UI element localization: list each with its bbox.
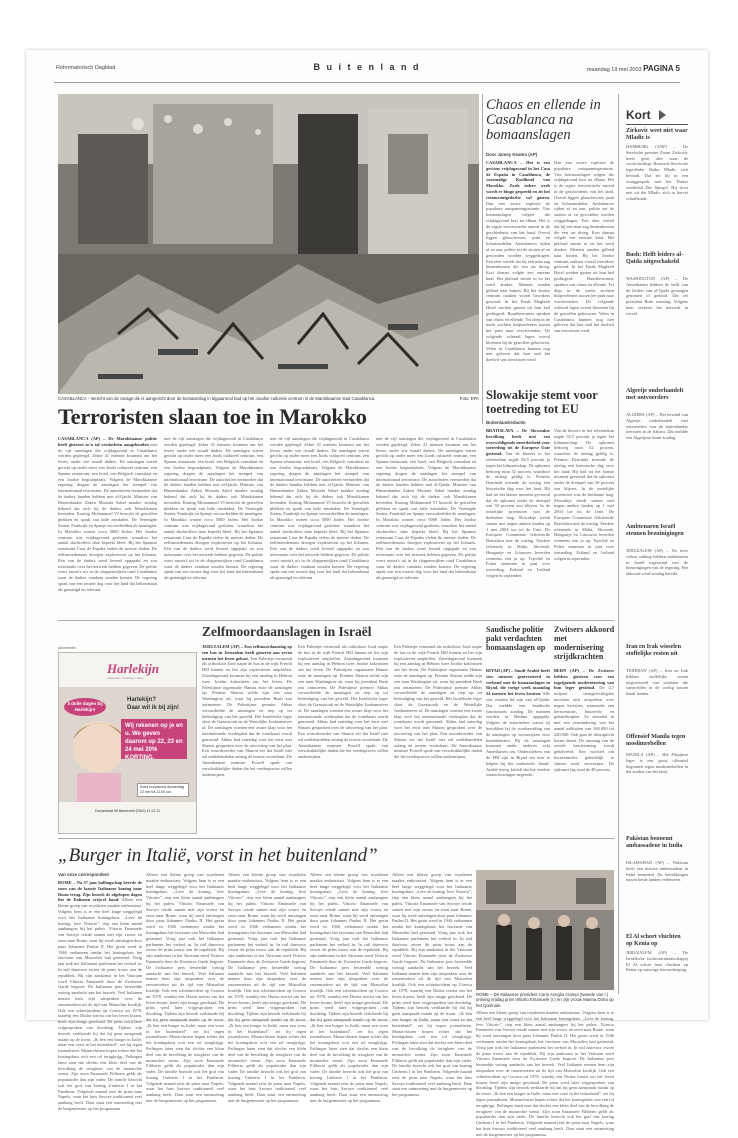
italie-col-5: Alleen een kleine groep van royalisten maakte enthousiast. Volgens hem is er een heel lange weggelegd voor het Italiaanse koningshuis. „Leve de koning, leve Vittorio”, riep een klein aantal aanhangers bij het paleis. Vittorio Emanuele van Savoye reisde samen met zijn vrouw en zoon naar Rome, waar hij werd ontvangen door paus Johannes Paulus II. Het gezin werd in 1946 verbannen omdat het koningshuis het fascisme van Mussolini had gesteund. Vorig jaar trok het Italiaanse parlement het verbod in. In ruil daarvoor zwoer de prins trouw aan de republiek. Bij zijn aankomst in het Vaticaan werd Vittorio Emanuele door de Zwitserse Garde begroet. De Italiaanse pers besteedde weinig aandacht aan het bezoek. Veel Italianen nemen hem zijn uitspraken over de rassenwetten uit de tijd van Mussolini kwalijk. Ook een schietincident op Corsica uit 1978, waarbij een Duitse toerist om het leven kwam, heeft zijn imago geschaad. De prins werd later vrijgesproken van doodslag. Tijdens zijn bezoek verklaarde hij dat hij geen aanspraak maakt op de troon. „Ik ben een burger in Italië, maar een vorst in het buitenland”, zei hij tegen journalisten. Monarchisten hopen echter dat het koningshuis ooit een rol terugkrijgt. Peilingen laten zien dat slechts een klein deel van de bevolking de terugkeer van de monarchie wenst. Zijn zoon Emanuele Filiberto geldt als populairder dan zijn vader. De familie bezocht ook het graf van koning Umberto I in het Pantheon. Volgende maand reist de prins naar Napels, waar het huis Savoye traditioneel veel aanhang heeft. Daar staat een ontmoeting met de burgemeester op het programma. [392, 872, 472, 1098]
saudi-headline: Saudische politie pakt verdachten bomaanslagen op [486, 625, 546, 652]
column-rule [618, 94, 619, 994]
kort-item-title: Iran en Irak wisselen stoffelijke resten uit [626, 644, 682, 657]
italie-col-1: ROME – Na 57 jaar ballingschap keerde de zoon van de laatste Italiaanse koning naar Rome terug. Zijn bezoek de afgelopen dagen liet de Italianen vrijwel koud. Alleen een kleine groep van royalisten maakte enthousiast. Volgens hem is er een heel lange weggelegd voor het Italiaanse koningshuis. „Leve de koning, leve Vittorio”, riep een klein aantal aanhangers bij het paleis. Vittorio Emanuele van Savoye reisde samen met zijn vrouw en zoon naar Rome, waar hij werd ontvangen door paus Johannes Paulus II. Het gezin werd in 1946 verbannen omdat het koningshuis het fascisme van Mussolini had gesteund. Vorig jaar trok het Italiaanse parlement het verbod in. In ruil daarvoor zwoer de prins trouw aan de republiek. Bij zijn aankomst in het Vaticaan werd Vittorio Emanuele door de Zwitserse Garde begroet. De Italiaanse pers besteedde weinig aandacht aan het bezoek. Veel Italianen nemen hem zijn uitspraken over de rassenwetten uit de tijd van Mussolini kwalijk. Ook een schietincident op Corsica uit 1978, waarbij een Duitse toerist om het leven kwam, heeft zijn imago geschaad. De prins werd later vrijgesproken van doodslag. Tijdens zijn bezoek verklaarde hij dat hij geen aanspraak maakt op de troon. „Ik ben een burger in Italië, maar een vorst in het buitenland”, zei hij tegen journalisten. Monarchisten hopen echter dat het koningshuis ooit een rol terugkrijgt. Peilingen laten zien dat slechts een klein deel van de bevolking de terugkeer van de monarchie wenst. Zijn zoon Emanuele Filiberto geldt als populairder dan zijn vader. De familie bezocht ook het graf van koning Umberto I in het Pantheon. Volgende maand reist de prins naar Napels, waar het huis Savoye traditioneel veel aanhang heeft. Daar staat een ontmoeting met de burgemeester op het programma. [58, 880, 143, 1112]
ad-tag: Advertentie [58, 646, 76, 650]
main-story-col-4: met de vijf aanslagen die vrijdagavond in Casablanca werden gepleegd. Zeker 41 mensen kwamen om het leven, onder wie twaalf daders. De aanslagen waren gericht op onder meer een Joods cultureel centrum, een Spaans restaurant, een hotel, een Belgisch consulaat en een Joodse begraafplaats. Volgens de Marokkaanse regering dragen de aanslagen het stempel van internationaal terrorisme. De autoriteiten vermoeden dat de daders banden hebben met al-Qaida. Minister van Binnenlandse Zaken Mostafa Sahel maakte zondag bekend dat zich bij de daders ook Marokkanen bevinden. Koning Mohammed VI bezocht de getroffen plekken en sprak van laffe misdaden. De Verenigde Staten, Frankrijk en Spanje veroordeelden de aanslagen. In Marokko wonen circa 5000 Joden. Het Joodse centrum was vrijdagavond gesloten, waardoor het aantal slachtoffers daar beperkt bleef. Bij het Spaanse restaurant Casa de España vielen de meeste doden. De zelfmoordenaars droegen explosieven op het lichaam. Eén van de daders werd levend opgepakt en zou informatie over het netwerk hebben gegeven. De politie voert razzia's uit in de sloppenwijken rond Casablanca waar de daders vandaan zouden komen. De regering sprak van een zwarte dag voor het land dat bekendstaat als gematigd en tolerant. [376, 436, 476, 581]
kort-item-title: El Al schort vluchten op Kenia op [626, 934, 681, 947]
kort-item-text: JERUZALEM (AP) – Na twee weken staking hebben ambtenaren in Israël ingestemd met de bezuinigingen van de regering. Het akkoord werd zondag bereikt. [626, 548, 688, 577]
chaos-headline: Chaos en ellende in Casablanca na bomaanslagen [486, 97, 601, 143]
italie-headline: „Burger in Italië, vorst in het buitenland” [58, 845, 378, 866]
italie-col-3: Alleen een kleine groep van royalisten maakte enthousiast. Volgens hem is er een heel lange weggelegd voor het Italiaanse koningshuis. „Leve de koning, leve Vittorio”, riep een klein aantal aanhangers bij het paleis. Vittorio Emanuele van Savoye reisde samen met zijn vrouw en zoon naar Rome, waar hij werd ontvangen door paus Johannes Paulus II. Het gezin werd in 1946 verbannen omdat het koningshuis het fascisme van Mussolini had gesteund. Vorig jaar trok het Italiaanse parlement het verbod in. In ruil daarvoor zwoer de prins trouw aan de republiek. Bij zijn aankomst in het Vaticaan werd Vittorio Emanuele door de Zwitserse Garde begroet. De Italiaanse pers besteedde weinig aandacht aan het bezoek. Veel Italianen nemen hem zijn uitspraken over de rassenwetten uit de tijd van Mussolini kwalijk. Ook een schietincident op Corsica uit 1978, waarbij een Duitse toerist om het leven kwam, heeft zijn imago geschaad. De prins werd later vrijgesproken van doodslag. Tijdens zijn bezoek verklaarde hij dat hij geen aanspraak maakt op de troon. „Ik ben een burger in Italië, maar een vorst in het buitenland”, zei hij tegen journalisten. Monarchisten hopen echter dat het koningshuis ooit een rol terugkrijgt. Peilingen laten zien dat slechts een klein deel van de bevolking de terugkeer van de monarchie wenst. Zijn zoon Emanuele Filiberto geldt als populairder dan zijn vader. De familie bezocht ook het graf van koning Umberto I in het Pantheon. Volgende maand reist de prins naar Napels, waar het huis Savoye traditioneel veel aanhang heeft. Daar staat een ontmoeting met de burgemeester op het programma. [228, 872, 306, 1104]
photo-credit: Foto: EPA [459, 396, 479, 401]
slowakije-col-2: Van de kiezers in het referendum zegde 92,5 procent ja tegen het lidmaatschap. De opkomst bedroeg ruim 52 procent, waardoor de uitslag geldig is. Premier Dzurinda noemde de uitslag een historische dag voor het land. Hij had tot het laatste moment gevreesd dat de opkomst onder de drempel van 50 procent zou blijven. In de oostelijke provincies was de deelname laag. Slowakije treedt samen met negen andere landen op 1 mei 2004 toe tot de Unie. De Europese Commissie feliciteerde Bratislava met de uitslag. Eerdere referenda in Malta, Slovenië, Hongarije en Litouwen leverden eveneens een ja op. Tsjechië en Polen stemmen in juni over toetreding. Estland en Letland volgen in september. [554, 428, 614, 561]
kort-item-text: ISLAMABAD (AP) – Pakistan heeft een nieuwe ambassadeur in India benoemd. De betrekkingen tussen beide landen verbeteren. [626, 860, 688, 883]
newspaper-page [26, 50, 708, 1137]
section-rule [58, 620, 614, 621]
kort-item-title: Bush: Helft leiders al-Qaida uitgeschakeld [626, 252, 684, 265]
ad-line-1: Harlekijn? [127, 697, 157, 703]
italie-col-2: Alleen een kleine groep van royalisten maakte enthousiast. Volgens hem is er een heel lange weggelegd voor het Italiaanse koningshuis. „Leve de koning, leve Vittorio”, riep een klein aantal aanhangers bij het paleis. Vittorio Emanuele van Savoye reisde samen met zijn vrouw en zoon naar Rome, waar hij werd ontvangen door paus Johannes Paulus II. Het gezin werd in 1946 verbannen omdat het koningshuis het fascisme van Mussolini had gesteund. Vorig jaar trok het Italiaanse parlement het verbod in. In ruil daarvoor zwoer de prins trouw aan de republiek. Bij zijn aankomst in het Vaticaan werd Vittorio Emanuele door de Zwitserse Garde begroet. De Italiaanse pers besteedde weinig aandacht aan het bezoek. Veel Italianen nemen hem zijn uitspraken over de rassenwetten uit de tijd van Mussolini kwalijk. Ook een schietincident op Corsica uit 1978, waarbij een Duitse toerist om het leven kwam, heeft zijn imago geschaad. De prins werd later vrijgesproken van doodslag. Tijdens zijn bezoek verklaarde hij dat hij geen aanspraak maakt op de troon. „Ik ben een burger in Italië, maar een vorst in het buitenland”, zei hij tegen journalisten. Monarchisten hopen echter dat het koningshuis ooit een rol terugkrijgt. Peilingen laten zien dat slechts een klein deel van de bevolking de terugkeer van de monarchie wenst. Zijn zoon Emanuele Filiberto geldt als populairder dan zijn vader. De familie bezocht ook het graf van koning Umberto I in het Pantheon. Volgende maand reist de prins naar Napels, waar het huis Savoye traditioneel veel aanhang heeft. Daar staat een ontmoeting met de burgemeester op het programma. [146, 872, 224, 1104]
kort-arrow-icon [659, 110, 666, 120]
main-story-col-1: CASABLANCA (AP) – De Marokkaanse politie heeft gisteren zo'n tal verdachten aangehouden met de vijf aanslagen die vrijdagavond in Casablanca werden gepleegd. Zeker 41 mensen kwamen om het leven, onder wie twaalf daders. De aanslagen waren gericht op onder meer een Joods cultureel centrum, een Spaans restaurant, een hotel, een Belgisch consulaat en een Joodse begraafplaats. Volgens de Marokkaanse regering dragen de aanslagen het stempel van internationaal terrorisme. De autoriteiten vermoeden dat de daders banden hebben met al-Qaida. Minister van Binnenlandse Zaken Mostafa Sahel maakte zondag bekend dat zich bij de daders ook Marokkanen bevinden. Koning Mohammed VI bezocht de getroffen plekken en sprak van laffe misdaden. De Verenigde Staten, Frankrijk en Spanje veroordeelden de aanslagen. In Marokko wonen circa 5000 Joden. Het Joodse centrum was vrijdagavond gesloten, waardoor het aantal slachtoffers daar beperkt bleef. Bij het Spaanse restaurant Casa de España vielen de meeste doden. De zelfmoordenaars droegen explosieven op het lichaam. Eén van de daders werd levend opgepakt en zou informatie over het netwerk hebben gegeven. De politie voert razzia's uit in de sloppenwijken rond Casablanca waar de daders vandaan zouden komen. De regering sprak van een zwarte dag voor het land dat bekendstaat als gematigd en tolerant. [58, 436, 157, 592]
zwitsers-headline: Zwitsers akkoord met modernisering strijdkrachten [554, 625, 615, 661]
chaos-col-2: Dan een zware explosie de populaire ontspanningsruimte. Vier bomaanslagen volgen die vrijdagavond kort na elkaar. Het is de ergste terroristische aanval in de geschiedenis van het land. Overal liggen glasscherven, puin en lichaamsdelen. Ambulances rijden af en aan, politie zet de straten af en gewonden worden weggedragen. Een ober vertelt dat hij een man zag binnenkomen die een tas droeg. Kort daarna volgde een enorme knal. Het plafond stortte in en het werd donker. Mensen renden gillend naar buiten. Bij het Joodse centrum raakten vooral bewakers gewond. In het Farah Maghreb Hotel werden gasten uit hun bed geslingerd. Buurtbewoners spraken van chaos en ellende. Tot diep in de nacht zochten hulpverleners tussen het puin naar overlevenden. De volgende ochtend lagen overal bloemen bij de getroffen gebouwen. Velen in Casablanca kunnen nog niet geloven dat hun stad het doelwit van terroristen werd. [554, 160, 614, 334]
ad-bubble: 3 dolle dagen bij Harlekijn! [64, 698, 106, 716]
harlekijn-advertisement[interactable] [58, 652, 197, 834]
ad-offer: Wij rekenen op je en u. We geven daarom op 22, 23 en 24 mei 20% KORTING. [121, 719, 187, 759]
section-rule [58, 838, 614, 839]
reception-photo-illustration [476, 870, 614, 990]
main-headline: Terroristen slaan toe in Marokko [58, 404, 367, 429]
israel-col-1: JERUZALEM (AP) – Een zelfmoordaanslag op een bus in Jeruzalem heeft gisteren aan zeven mensen het leven gekost. Een Palestijn vermomd als orthodoxe Jood stapte de bus in de wijk French Hill binnen en liet zijn explosieven ontploffen. Zaterdagavond kwamen bij een aanslag in Hebron twee Joodse kolonisten om het leven. De Palestijnse organisatie Hamas eiste de aanslagen op. Premier Sharon stelde zijn reis naar Washington uit, waar hij president Bush zou ontmoeten. De Palestijnse premier Abbas veroordeelde de aanslagen en riep op tot beëindiging van het geweld. Het Israëlische leger sloot de Gazastrook en de Westelijke Jordaanoever af. De aanslagen vormen een zware klap voor het internationale vredesplan dat de routekaart wordt genoemd. Abbas had zaterdag voor het eerst met Sharon gesproken over de uitvoering van het plan. Een woordvoerder van Sharon zei dat Israël niet zal onderhandelen zolang de terreur voortduurt. De Amerikaanse minister Powell sprak van verschrikkelijke daden die het vredesproces willen ondermijnen. [202, 644, 292, 777]
ad-footer: Dorpsstraat 98 Barneveld (0342) 41 02 11 [94, 809, 161, 813]
ad-line-2: Daar wil ik bij zijn! [127, 705, 180, 711]
header-rule [54, 82, 680, 83]
ad-brand: Harlekijn [107, 661, 160, 676]
main-story-col-2: met de vijf aanslagen die vrijdagavond in Casablanca werden gepleegd. Zeker 41 mensen kwamen om het leven, onder wie twaalf daders. De aanslagen waren gericht op onder meer een Joods cultureel centrum, een Spaans restaurant, een hotel, een Belgisch consulaat en een Joodse begraafplaats. Volgens de Marokkaanse regering dragen de aanslagen het stempel van internationaal terrorisme. De autoriteiten vermoeden dat de daders banden hebben met al-Qaida. Minister van Binnenlandse Zaken Mostafa Sahel maakte zondag bekend dat zich bij de daders ook Marokkanen bevinden. Koning Mohammed VI bezocht de getroffen plekken en sprak van laffe misdaden. De Verenigde Staten, Frankrijk en Spanje veroordeelden de aanslagen. In Marokko wonen circa 5000 Joden. Het Joodse centrum was vrijdagavond gesloten, waardoor het aantal slachtoffers daar beperkt bleef. Bij het Spaanse restaurant Casa de España vielen de meeste doden. De zelfmoordenaars droegen explosieven op het lichaam. Eén van de daders werd levend opgepakt en zou informatie over het netwerk hebben gegeven. De politie voert razzia's uit in de sloppenwijken rond Casablanca waar de daders vandaan zouden komen. De regering sprak van een zwarte dag voor het land dat bekendstaat als gematigd en tolerant. [164, 436, 263, 581]
section-title: B u i t e n l a n d [313, 62, 421, 72]
israel-col-3: Een Palestijn vermomd als orthodoxe Jood stapte de bus in de wijk French Hill binnen en liet zijn explosieven ontploffen. Zaterdagavond kwamen bij een aanslag in Hebron twee Joodse kolonisten om het leven. De Palestijnse organisatie Hamas eiste de aanslagen op. Premier Sharon stelde zijn reis naar Washington uit, waar hij president Bush zou ontmoeten. De Palestijnse premier Abbas veroordeelde de aanslagen en riep op tot beëindiging van het geweld. Het Israëlische leger sloot de Gazastrook en de Westelijke Jordaanoever af. De aanslagen vormen een zware klap voor het internationale vredesplan dat de routekaart wordt genoemd. Abbas had zaterdag voor het eerst met Sharon gesproken over de uitvoering van het plan. Een woordvoerder van Sharon zei dat Israël niet zal onderhandelen zolang de terreur voortduurt. De Amerikaanse minister Powell sprak van verschrikkelijke daden die het vredesproces willen ondermijnen. [394, 644, 482, 760]
kort-item-text: HAMBURG (ANP) – De Servische premier Zoran Zivkovic heeft geen idee waar de voortvluchtige Bosnisch-Servische legerleider Ratko Mladic zich bevindt. Dat zei hij in een vraaggesprek met het Duitse weekblad Der Spiegel. Hij sloot niet uit dat Mladic zich in Servië schuilhoudt. [626, 144, 688, 202]
israel-headline: Zelfmoordaanslagen in Israël [202, 624, 372, 639]
rome-photo-caption: ROME – De Italiaanse president Carlo Azeglio Ciampi (tweede van r.) ontving vrijdag prins Vittorio Emanuele (r.) en zijn vrouw Marina Doria op het Quirinale. [476, 992, 614, 1008]
chaos-col-1: CASABLANCA – Het is een gewone vrijdagavond in het Casa de España in Casablanca, de voormalige Koolhoud van Marokko. Zoals iedere week wordt er bingo gespeeld en zit het restaurantgedeelte vol gasten. Dan een zware explosie de populaire ontspanningsruimte. Vier bomaanslagen volgen die vrijdagavond kort na elkaar. Het is de ergste terroristische aanval in de geschiedenis van het land. Overal liggen glasscherven, puin en lichaamsdelen. Ambulances rijden af en aan, politie zet de straten af en gewonden worden weggedragen. Een ober vertelt dat hij een man zag binnenkomen die een tas droeg. Kort daarna volgde een enorme knal. Het plafond stortte in en het werd donker. Mensen renden gillend naar buiten. Bij het Joodse centrum raakten vooral bewakers gewond. In het Farah Maghreb Hotel werden gasten uit hun bed geslingerd. Buurtbewoners spraken van chaos en ellende. Tot diep in de nacht zochten hulpverleners tussen het puin naar overlevenden. De volgende ochtend lagen overal bloemen bij de getroffen gebouwen. Velen in Casablanca kunnen nog niet geloven dat hun stad het doelwit van terroristen werd. [486, 160, 550, 363]
kort-item-title: Algerije onderhandelt met ontvoerders [626, 388, 684, 401]
kort-item-text: ALGIERS (AP) – Het bewind van Algerije onderhandelt met ontvoerders van de buitenlandse toeristen in de Sahara. Dat meldde een Algerijnse krant zondag. [626, 412, 688, 441]
lead-photo [58, 94, 479, 394]
kort-title: Kort [626, 108, 651, 122]
slowakije-headline: Slowakije stemt voor toetreding tot EU [486, 388, 598, 416]
column-rule [482, 94, 483, 424]
kort-item-title: Pakistan benoemt ambassadeur in India [626, 836, 683, 849]
kort-item-text: WASHINGTON (AP) – De Amerikanen hebben de helft van de leiders van al-Qaida gevangen genomen of gedood. Dat zei president Bush zaterdag. Volgens hem verkeert het netwerk in verval. [626, 276, 688, 316]
chaos-byline: Door Jamey Keaten (AP) [486, 152, 538, 157]
slowakije-byline: Buitenlandredactie [486, 420, 526, 425]
rome-photo [476, 870, 614, 990]
page-date: maandag 19 mei 2003 PAGINA 5 [586, 64, 680, 73]
kort-item-title: Zirkovic weet niet waar Mladic is [626, 128, 688, 141]
italie-col-4: Alleen een kleine groep van royalisten maakte enthousiast. Volgens hem is er een heel lange weggelegd voor het Italiaanse koningshuis. „Leve de koning, leve Vittorio”, riep een klein aantal aanhangers bij het paleis. Vittorio Emanuele van Savoye reisde samen met zijn vrouw en zoon naar Rome, waar hij werd ontvangen door paus Johannes Paulus II. Het gezin werd in 1946 verbannen omdat het koningshuis het fascisme van Mussolini had gesteund. Vorig jaar trok het Italiaanse parlement het verbod in. In ruil daarvoor zwoer de prins trouw aan de republiek. Bij zijn aankomst in het Vaticaan werd Vittorio Emanuele door de Zwitserse Garde begroet. De Italiaanse pers besteedde weinig aandacht aan het bezoek. Veel Italianen nemen hem zijn uitspraken over de rassenwetten uit de tijd van Mussolini kwalijk. Ook een schietincident op Corsica uit 1978, waarbij een Duitse toerist om het leven kwam, heeft zijn imago geschaad. De prins werd later vrijgesproken van doodslag. Tijdens zijn bezoek verklaarde hij dat hij geen aanspraak maakt op de troon. „Ik ben een burger in Italië, maar een vorst in het buitenland”, zei hij tegen journalisten. Monarchisten hopen echter dat het koningshuis ooit een rol terugkrijgt. Peilingen laten zien dat slechts een klein deel van de bevolking de terugkeer van de monarchie wenst. Zijn zoon Emanuele Filiberto geldt als populairder dan zijn vader. De familie bezocht ook het graf van koning Umberto I in het Pantheon. Volgende maand reist de prins naar Napels, waar het huis Savoye traditioneel veel aanhang heeft. Daar staat een ontmoeting met de burgemeester op het programma. [310, 872, 388, 1104]
newspaper-name: Reformatorisch Dagblad [56, 65, 116, 71]
israel-col-2: Een Palestijn vermomd als orthodoxe Jood stapte de bus in de wijk French Hill binnen en liet zijn explosieven ontploffen. Zaterdagavond kwamen bij een aanslag in Hebron twee Joodse kolonisten om het leven. De Palestijnse organisatie Hamas eiste de aanslagen op. Premier Sharon stelde zijn reis naar Washington uit, waar hij president Bush zou ontmoeten. De Palestijnse premier Abbas veroordeelde de aanslagen en riep op tot beëindiging van het geweld. Het Israëlische leger sloot de Gazastrook en de Westelijke Jordaanoever af. De aanslagen vormen een zware klap voor het internationale vredesplan dat de routekaart wordt genoemd. Abbas had zaterdag voor het eerst met Sharon gesproken over de uitvoering van het plan. Een woordvoerder van Sharon zei dat Israël niet zal onderhandelen zolang de terreur voortduurt. De Amerikaanse minister Powell sprak van verschrikkelijke daden die het vredesproces willen ondermijnen. [298, 644, 388, 760]
rubble-photo-illustration [58, 94, 479, 394]
kort-item-title: Ambtenaren Israël steunen bezuinigingen [626, 524, 684, 537]
lead-photo-caption: CASABLANCA – Bericht van de ravage die is aangericht door de bomaanslag in bijgaanend bad op het Joodse culturele centrum in de Marokkaanse stad Casablanca. Foto: EPA [58, 396, 479, 401]
italie-col-6: Alleen een kleine groep van royalisten maakte enthousiast. Volgens hem is er een heel lange weggelegd voor het Italiaanse koningshuis. „Leve de koning, leve Vittorio”, riep een klein aantal aanhangers bij het paleis. Vittorio Emanuele van Savoye reisde samen met zijn vrouw en zoon naar Rome, waar hij werd ontvangen door paus Johannes Paulus II. Het gezin werd in 1946 verbannen omdat het koningshuis het fascisme van Mussolini had gesteund. Vorig jaar trok het Italiaanse parlement het verbod in. In ruil daarvoor zwoer de prins trouw aan de republiek. Bij zijn aankomst in het Vaticaan werd Vittorio Emanuele door de Zwitserse Garde begroet. De Italiaanse pers besteedde weinig aandacht aan het bezoek. Veel Italianen nemen hem zijn uitspraken over de rassenwetten uit de tijd van Mussolini kwalijk. Ook een schietincident op Corsica uit 1978, waarbij een Duitse toerist om het leven kwam, heeft zijn imago geschaad. De prins werd later vrijgesproken van doodslag. Tijdens zijn bezoek verklaarde hij dat hij geen aanspraak maakt op de troon. „Ik ben een burger in Italië, maar een vorst in het buitenland”, zei hij tegen journalisten. Monarchisten hopen echter dat het koningshuis ooit een rol terugkrijgt. Peilingen laten zien dat slechts een klein deel van de bevolking de terugkeer van de monarchie wenst. Zijn zoon Emanuele Filiberto geldt als populairder dan zijn vader. De familie bezocht ook het graf van koning Umberto I in het Pantheon. Volgende maand reist de prins naar Napels, waar het huis Savoye traditioneel veel aanhang heeft. Daar staat een ontmoeting met de burgemeester op het programma. [476, 1010, 614, 1137]
kort-rule [626, 124, 688, 125]
page-header [26, 50, 708, 90]
saudi-col: RIYAD (AP) – Saudi-Arabië heeft vier mensen gearresteerd in verband met de bomaanslagen in Riyad, die vorige week maandag 34 mensen het leven kostten. Alle vier zouden lid zijn van al-Qaida. Dat meldde een Saudische functionaris zondag. De mannen werden in Medina opgepakt. Volgens de autoriteiten waren zij betrokken bij de voorbereiding van de aanslagen op woonwijken voor buitenlanders. Bij de aanslagen kwamen onder anderen acht Amerikanen om. Onderzoekers van de FBI zijn in Riyad om mee te helpen bij het onderzoek. Saudi-Arabië kreeg kritiek dat het eerdere waarschuwingen negeerde. [486, 668, 550, 778]
kort-item-text: MANILA (AP) – Het Filipijnse leger is een groot offensief begonnen tegen moslimrebellen in het zuiden van het land. [626, 752, 688, 775]
slowakije-col-1: BRATISLAVA – De Slowaakse bevolking heeft met een overweldigende meerderheid voor toetreding tot de Europese Unie gestemd. Van de kiezers in het referendum zegde 92,5 procent ja tegen het lidmaatschap. De opkomst bedroeg ruim 52 procent, waardoor de uitslag geldig is. Premier Dzurinda noemde de uitslag een historische dag voor het land. Hij had tot het laatste moment gevreesd dat de opkomst onder de drempel van 50 procent zou blijven. In de oostelijke provincies was de deelname laag. Slowakije treedt samen met negen andere landen op 1 mei 2004 toe tot de Unie. De Europese Commissie feliciteerde Bratislava met de uitslag. Eerdere referenda in Malta, Slovenië, Hongarije en Litouwen leverden eveneens een ja op. Tsjechië en Polen stemmen in juni over toetreding. Estland en Letland volgen in september. [486, 428, 550, 578]
ad-note: Extra koopavond donderdag 22 mei tot 21.00 uur [137, 783, 189, 797]
italie-byline: Van onze correspondent [58, 872, 109, 877]
kort-item-text: TEHERAN (AP) – Iran en Irak hebben stoffelijke resten uitgewisseld van soldaten die sneuvelden in de oorlog tussen beide landen. [626, 668, 688, 697]
kort-item-title: Offensief Manila tegen moslimrebellen [626, 734, 686, 747]
main-story-col-3: met de vijf aanslagen die vrijdagavond in Casablanca werden gepleegd. Zeker 41 mensen kwamen om het leven, onder wie twaalf daders. De aanslagen waren gericht op onder meer een Joods cultureel centrum, een Spaans restaurant, een hotel, een Belgisch consulaat en een Joodse begraafplaats. Volgens de Marokkaanse regering dragen de aanslagen het stempel van internationaal terrorisme. De autoriteiten vermoeden dat de daders banden hebben met al-Qaida. Minister van Binnenlandse Zaken Mostafa Sahel maakte zondag bekend dat zich bij de daders ook Marokkanen bevinden. Koning Mohammed VI bezocht de getroffen plekken en sprak van laffe misdaden. De Verenigde Staten, Frankrijk en Spanje veroordeelden de aanslagen. In Marokko wonen circa 5000 Joden. Het Joodse centrum was vrijdagavond gesloten, waardoor het aantal slachtoffers daar beperkt bleef. Bij het Spaanse restaurant Casa de España vielen de meeste doden. De zelfmoordenaars droegen explosieven op het lichaam. Eén van de daders werd levend opgepakt en zou informatie over het netwerk hebben gegeven. De politie voert razzia's uit in de sloppenwijken rond Casablanca waar de daders vandaan zouden komen. De regering sprak van een zwarte dag voor het land dat bekendstaat als gematigd en tolerant. [270, 436, 369, 581]
zwitsers-col: BERN (AP) – De Zwitsers hebben gisteren voor een ingrijpende modernisering van hun leger gestemd. De 4,7 miljoen stemgerechtigden mochten zich uitspreken over negen kwesties, waaronder een kerncentrale, huurrecht en gehandicapten. Ze stemden in met een vermindering van het aantal militairen van 360.000 tot 220.000. Ook gaat de dienstplicht korter duren. De omvang van de civiele bescherming wordt gehalveerd. Een voorstel om kerncentrales geleidelijk te sluiten werd verworpen. De opkomst lag rond de 49 procent. [554, 668, 614, 772]
kort-item-text: JERUZALEM (AP) – De Israëlische luchtvaartmaatschappij El Al schort haar vluchten op Kenia op vanwege terreurdreiging. [626, 950, 688, 973]
ad-brand-sub: schoenen • kinderen • baby [107, 676, 144, 680]
